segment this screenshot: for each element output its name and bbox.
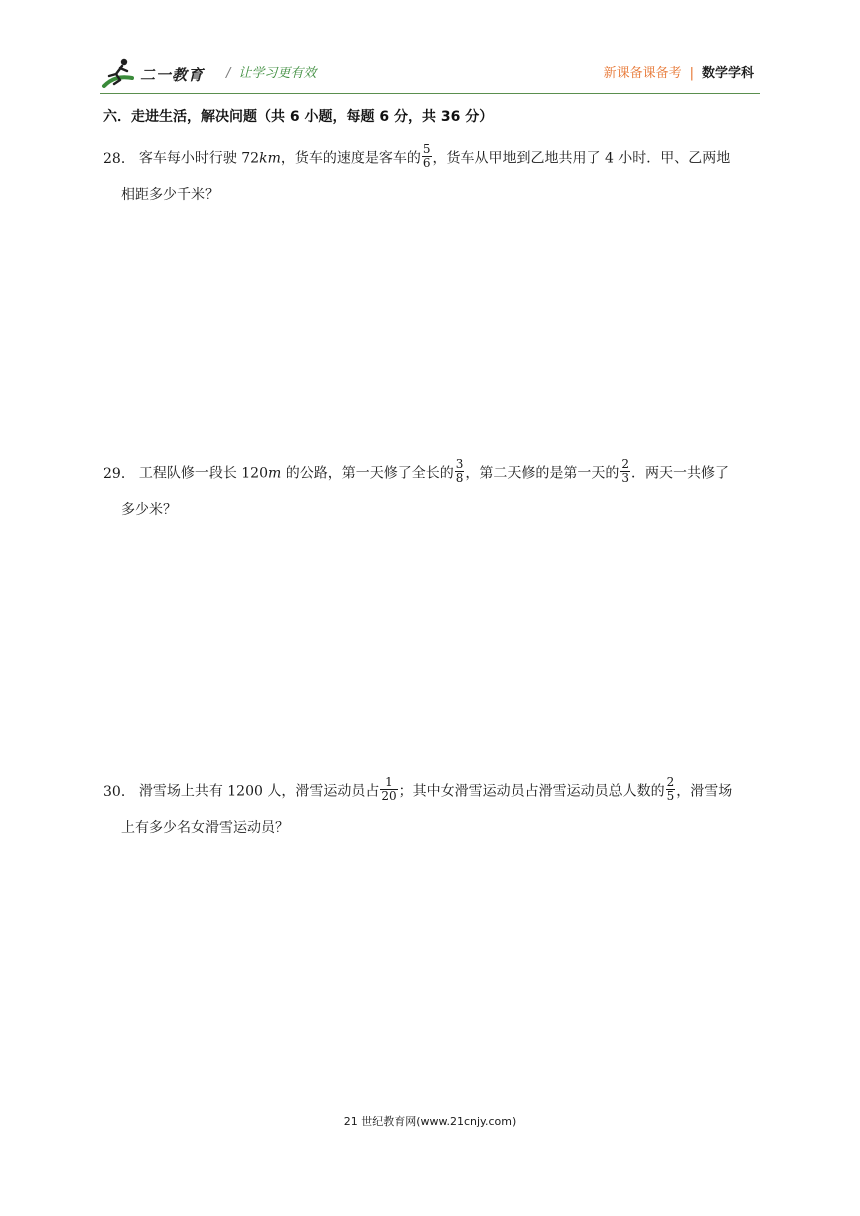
- question-number: 30．: [103, 783, 135, 800]
- logo-text: 二一教育: [140, 66, 205, 84]
- fraction: [620, 458, 630, 485]
- fraction-numerator: 1: [380, 776, 397, 790]
- question-text: ；其中女滑雪运动员占滑雪运动员总人数的: [398, 783, 665, 800]
- question-text: 工程队修一段长 120: [138, 465, 268, 482]
- page-footer: 21 世纪教育网(www.21cnjy.com): [343, 1115, 517, 1128]
- fraction-numerator: 3: [455, 457, 464, 471]
- question-30-line1: [103, 775, 733, 805]
- question-28-line1: [103, 142, 731, 172]
- question-text: ，滑雪场: [676, 783, 733, 800]
- fraction: [455, 458, 465, 485]
- question-text: ，货车的速度是客车的: [280, 150, 421, 167]
- question-text: ，货车从甲地到乙地共用了 4 小时．甲、乙两地: [432, 150, 731, 167]
- question-text: 客车每小时行驶 72: [138, 150, 260, 167]
- question-text: 滑雪场上共有 1200 人，滑雪运动员占: [138, 783, 380, 800]
- header-slogan: [226, 62, 316, 81]
- question-28-line2: 相距多少千米？: [121, 187, 219, 203]
- header-tagline: 新课备课备考: [603, 66, 682, 81]
- question-number: 29．: [103, 465, 135, 482]
- brand-logo: [100, 56, 220, 90]
- fraction: [380, 776, 397, 803]
- page-header: [100, 52, 760, 92]
- header-divider: [100, 93, 760, 94]
- fraction-numerator: 2: [666, 775, 675, 789]
- fraction: [422, 143, 432, 170]
- unit-text: km: [259, 150, 281, 167]
- fraction-numerator: 2: [621, 457, 630, 471]
- question-number: 28．: [103, 150, 135, 167]
- fraction-denominator: 20: [381, 789, 397, 803]
- fraction-denominator: 8: [455, 471, 464, 485]
- question-29-line1: [103, 457, 730, 487]
- fraction-denominator: 6: [422, 156, 431, 170]
- fraction-denominator: 3: [621, 471, 630, 485]
- fraction-denominator: 5: [666, 789, 675, 803]
- slash-divider-icon: /: [226, 66, 231, 81]
- header-subject: [604, 62, 754, 81]
- unit-text: m: [268, 465, 282, 482]
- question-text: ．两天一共修了: [631, 465, 730, 482]
- question-text: ，第二天修的是第一天的: [465, 465, 620, 482]
- runner-logo-icon: [100, 56, 140, 90]
- question-30-line2: 上有多少名女滑雪运动员？: [121, 820, 289, 836]
- slogan-text: 让学习更有效: [238, 66, 317, 81]
- question-29-line2: 多少米？: [121, 502, 177, 518]
- header-subject-label: 数学学科: [701, 66, 754, 81]
- fraction-numerator: 5: [422, 142, 431, 156]
- question-text: 的公路，第一天修了全长的: [281, 465, 454, 482]
- fraction: [666, 776, 676, 803]
- header-separator: |: [689, 66, 694, 81]
- section-title: 六．走进生活，解决问题（共 6 小题，每题 6 分，共 36 分）: [103, 109, 494, 125]
